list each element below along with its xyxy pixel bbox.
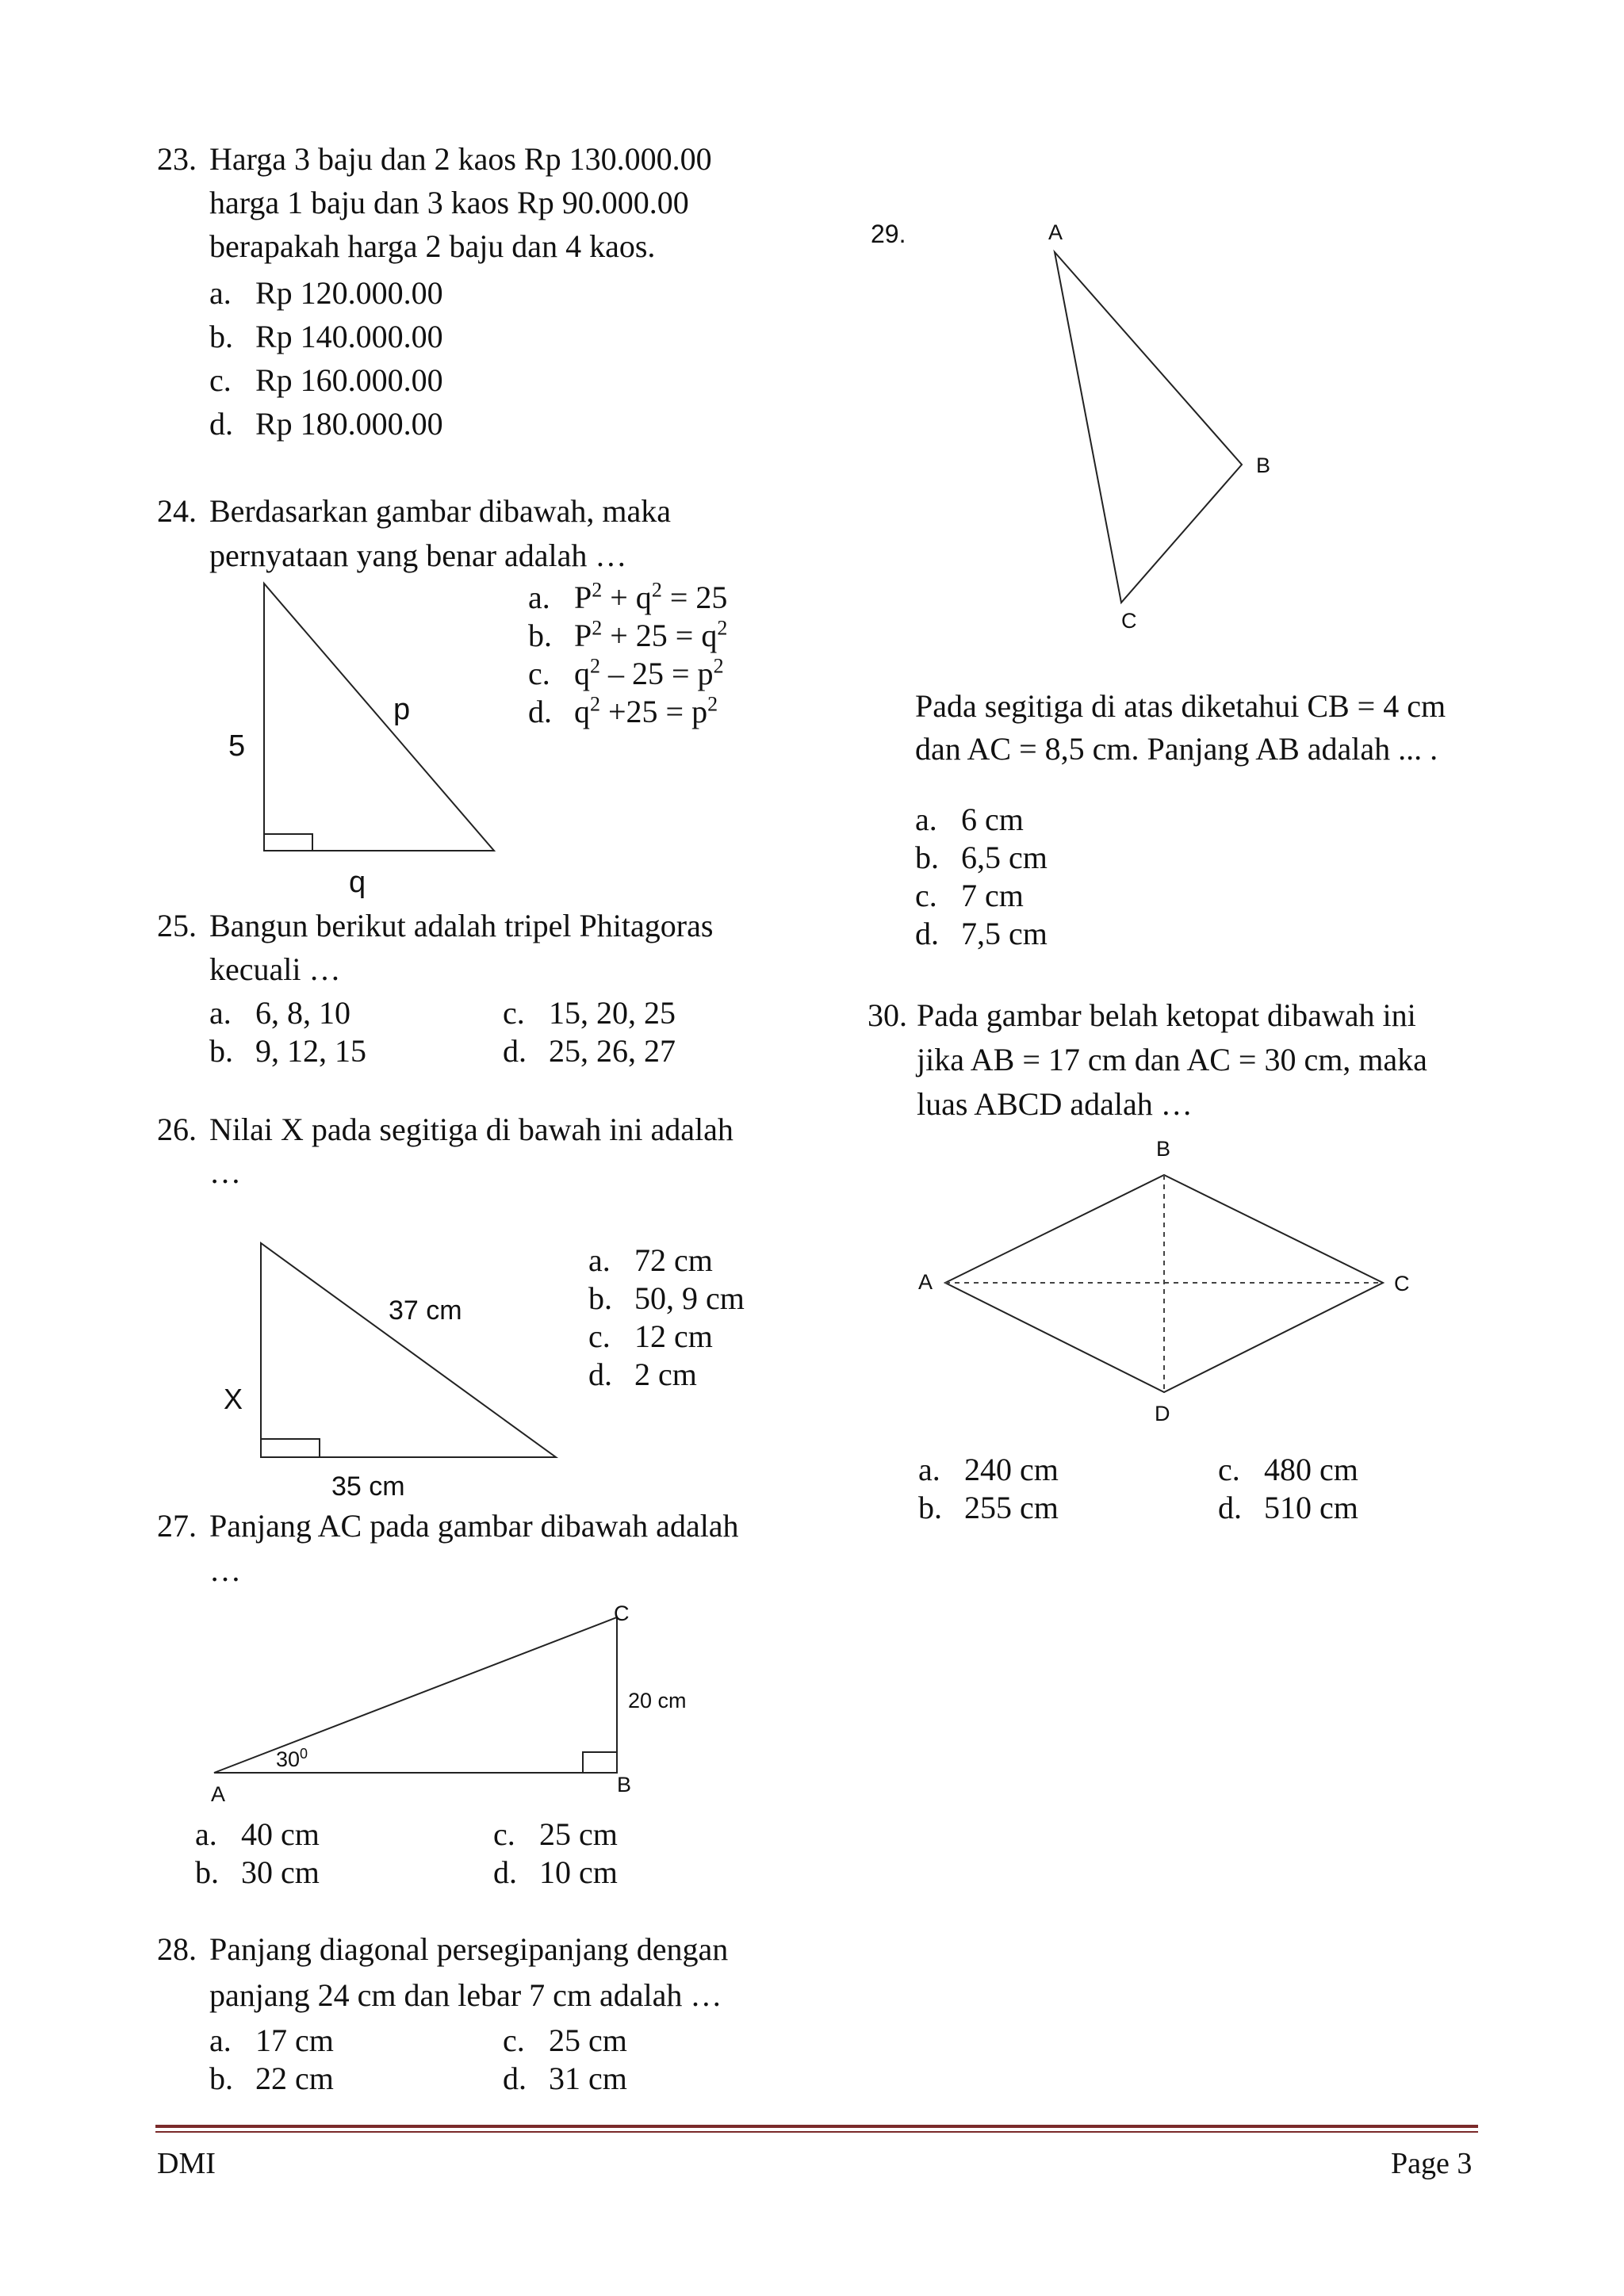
q30-number: 30. <box>868 997 907 1033</box>
footer-left-label: DMI <box>157 2147 216 2180</box>
q30-option-c[interactable]: c. 480 cm <box>1218 1452 1358 1487</box>
q28-number: 28. <box>157 1931 197 1967</box>
q30-line-3: luas ABCD adalah … <box>917 1086 1193 1122</box>
q23-option-a[interactable]: a. Rp 120.000.00 <box>209 275 443 311</box>
q30-option-b[interactable]: b. 255 cm <box>918 1490 1059 1525</box>
q26-option-d[interactable]: d. 2 cm <box>588 1357 697 1392</box>
q27-option-a[interactable]: a. 40 cm <box>195 1816 320 1852</box>
q28-option-b[interactable]: b. 22 cm <box>209 2061 334 2096</box>
q27-option-c[interactable]: c. 25 cm <box>493 1816 618 1852</box>
q27-line-1: Panjang AC pada gambar dibawah adalah <box>209 1508 739 1544</box>
q29-number: 29. <box>871 220 906 248</box>
footer-rule-bottom <box>155 2131 1478 2133</box>
q28-option-d[interactable]: d. 31 cm <box>503 2061 627 2096</box>
q24-number: 24. <box>157 493 197 529</box>
q27-label-angle: $30^0$ <box>276 1746 308 1771</box>
footer-rule-top <box>155 2125 1478 2128</box>
q25-option-d[interactable]: d. 25, 26, 27 <box>503 1033 676 1069</box>
q27-label-b: B <box>617 1773 632 1797</box>
q25-number: 25. <box>157 908 197 943</box>
q30-label-a: A <box>918 1270 933 1294</box>
q26-line-2: … <box>209 1154 241 1190</box>
q23-option-b[interactable]: b. Rp 140.000.00 <box>209 319 443 354</box>
q25-line-2: kecuali … <box>209 951 341 987</box>
q29-line-2: dan AC = 8,5 cm. Panjang AB adalah ... . <box>915 731 1438 767</box>
q27-label-side: 20 cm <box>628 1689 687 1712</box>
q24-option-d[interactable]: d. $q^2 +25 = p^2$ <box>528 692 718 729</box>
q25-option-b[interactable]: b. 9, 12, 15 <box>209 1033 366 1069</box>
q27-option-b[interactable]: b. 30 cm <box>195 1854 320 1890</box>
q29-line-1: Pada segitiga di atas diketahui CB = 4 cm <box>915 688 1446 724</box>
q28-option-c[interactable]: c. 25 cm <box>503 2022 627 2058</box>
q23-line-3: berapakah harga 2 baju dan 4 kaos. <box>209 228 656 264</box>
q23-number: 23. <box>157 141 197 177</box>
q29-label-c: C <box>1121 609 1137 633</box>
q30-label-d: D <box>1155 1402 1170 1425</box>
q27-label-c: C <box>614 1601 630 1625</box>
q29-option-c[interactable]: c. 7 cm <box>915 878 1024 913</box>
q26-option-a[interactable]: a. 72 cm <box>588 1242 713 1278</box>
q30-line-1: Pada gambar belah ketopat dibawah ini <box>917 997 1416 1033</box>
q27-number: 27. <box>157 1508 197 1544</box>
q27-option-d[interactable]: d. 10 cm <box>493 1854 618 1890</box>
q23-line-1: Harga 3 baju dan 2 kaos Rp 130.000.00 <box>209 141 712 177</box>
q24-label-bottom: q <box>349 866 366 899</box>
q25-option-a[interactable]: a. 6, 8, 10 <box>209 995 350 1031</box>
q24-option-c[interactable]: c. $q^2 - 25 = p^2$ <box>528 654 724 691</box>
q26-option-c[interactable]: c. 12 cm <box>588 1318 713 1354</box>
q27-line-2: … <box>209 1552 241 1588</box>
q30-label-c: C <box>1394 1272 1410 1295</box>
q29-option-a[interactable]: a. 6 cm <box>915 802 1024 837</box>
footer-page-number: Page 3 <box>1391 2147 1473 2180</box>
q24-option-b[interactable]: b. $P^2 + 25 = q^2$ <box>528 616 728 653</box>
q29-label-b: B <box>1256 453 1271 477</box>
q25-line-1: Bangun berikut adalah tripel Phitagoras <box>209 908 714 943</box>
q26-label-hyp: 37 cm <box>389 1295 462 1326</box>
q28-line-2: panjang 24 cm dan lebar 7 cm adalah … <box>209 1977 722 2013</box>
q24-option-a[interactable]: a. $P^2 + q^2 = 25$ <box>528 578 728 615</box>
q23-line-2: harga 1 baju dan 3 kaos Rp 90.000.00 <box>209 185 689 220</box>
q23-option-d[interactable]: d. Rp 180.000.00 <box>209 406 443 442</box>
q28-option-a[interactable]: a. 17 cm <box>209 2022 334 2058</box>
q29-label-a: A <box>1048 220 1063 244</box>
q30-option-d[interactable]: d. 510 cm <box>1218 1490 1358 1525</box>
q24-label-hyp: p <box>393 693 411 726</box>
q27-label-a: A <box>211 1782 226 1806</box>
q29-option-d[interactable]: d. 7,5 cm <box>915 916 1048 951</box>
q26-line-1: Nilai X pada segitiga di bawah ini adalah <box>209 1112 733 1147</box>
q30-line-2: jika AB = 17 cm dan AC = 30 cm, maka <box>917 1042 1427 1077</box>
q30-option-a[interactable]: a. 240 cm <box>918 1452 1059 1487</box>
q26-label-bottom: 35 cm <box>331 1471 405 1502</box>
q30-label-b: B <box>1156 1137 1171 1161</box>
q24-line-1: Berdasarkan gambar dibawah, maka <box>209 493 671 529</box>
q24-label-left: 5 <box>228 729 246 763</box>
q26-label-left: X <box>224 1383 243 1415</box>
q25-option-c[interactable]: c. 15, 20, 25 <box>503 995 676 1031</box>
q26-option-b[interactable]: b. 50, 9 cm <box>588 1280 745 1316</box>
q29-option-b[interactable]: b. 6,5 cm <box>915 840 1048 875</box>
q24-line-2: pernyataan yang benar adalah … <box>209 538 627 573</box>
q28-line-1: Panjang diagonal persegipanjang dengan <box>209 1931 729 1967</box>
q26-number: 26. <box>157 1112 197 1147</box>
q23-option-c[interactable]: c. Rp 160.000.00 <box>209 362 443 398</box>
